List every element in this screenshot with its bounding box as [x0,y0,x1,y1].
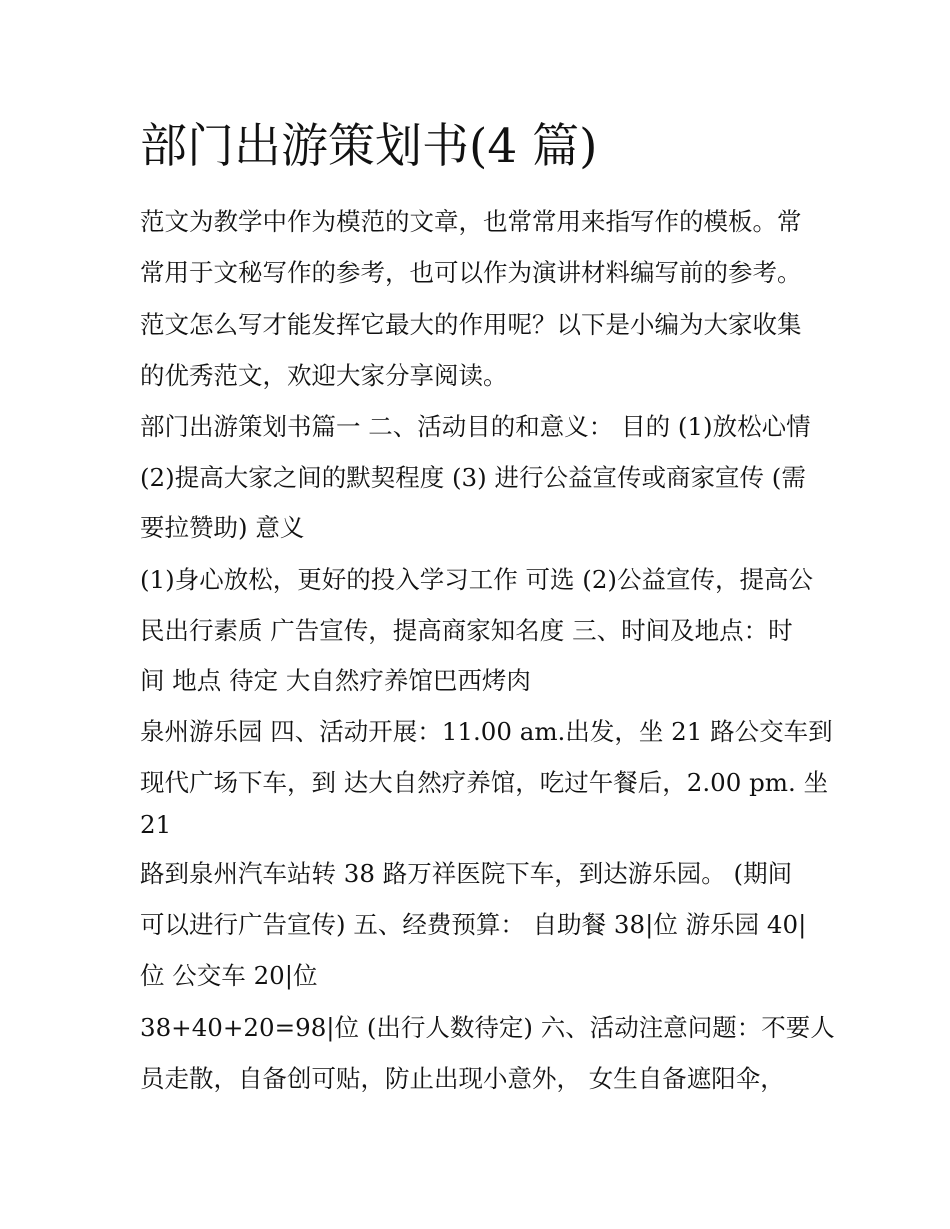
document-title: 部门出游策划书(4 篇) [140,119,598,174]
body-line-14: 路到泉州汽车站转 38 路万祥医院下车，到达游乐园。 (期间 [140,859,793,888]
body-line-12: 现代广场下车，到 达大自然疗养馆，吃过午餐后，2.00 pm. 坐 [140,768,829,797]
body-line-10: 间 地点 待定 大自然疗养馆巴西烤肉 [140,666,531,695]
body-line-1: 范文为教学中作为模范的文章，也常常用来指写作的模板。常 [140,207,802,236]
body-line-8: (1)身心放松，更好的投入学习工作 可选 (2)公益宣传，提高公 [140,565,813,594]
body-line-13: 21 [140,810,172,839]
body-line-2: 常用于文秘写作的参考，也可以作为演讲材料编写前的参考。 [140,258,802,287]
body-line-9: 民出行素质 广告宣传，提高商家知名度 三、时间及地点：时 [140,616,793,645]
body-line-7: 要拉赞助) 意义 [140,513,305,542]
body-line-5: 部门出游策划书篇一 二、活动目的和意义： 目的 (1)放松心情 [140,412,811,441]
body-line-15: 可以进行广告宣传) 五、经费预算： 自助餐 38|位 游乐园 40| [140,910,807,939]
body-line-4: 的优秀范文，欢迎大家分享阅读。 [140,361,508,390]
body-line-18: 员走散，自备创可贴，防止出现小意外， 女生自备遮阳伞， [140,1064,785,1093]
body-line-16: 位 公交车 20|位 [140,961,318,990]
body-line-6: (2)提高大家之间的默契程度 (3) 进行公益宣传或商家宣传 (需 [140,463,806,492]
body-line-3: 范文怎么写才能发挥它最大的作用呢？以下是小编为大家收集 [140,310,802,339]
body-line-17: 38+40+20=98|位 (出行人数待定) 六、活动注意问题：不要人 [140,1013,835,1042]
body-line-11: 泉州游乐园 四、活动开展：11.00 am.出发，坐 21 路公交车到 [140,717,833,746]
